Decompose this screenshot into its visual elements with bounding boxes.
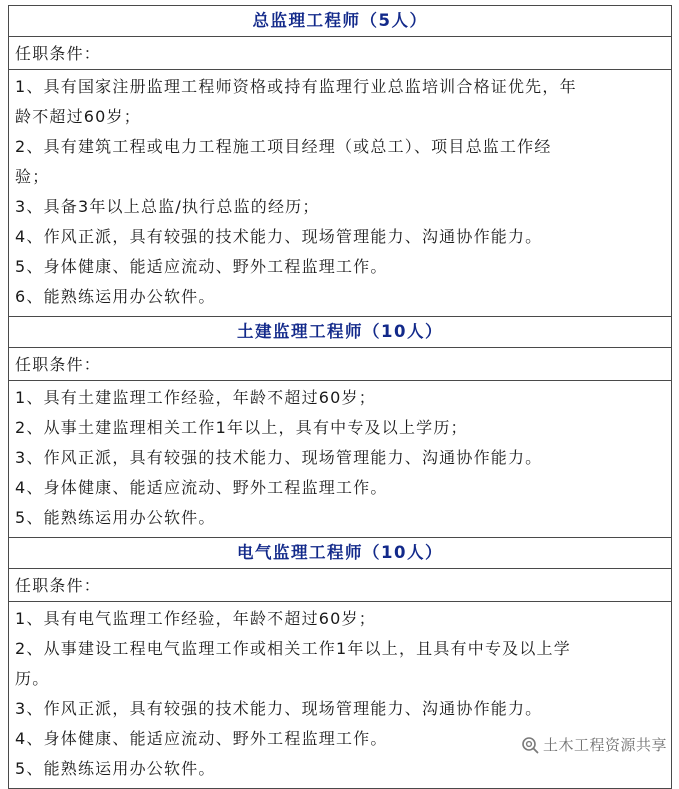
section-body bbox=[9, 348, 671, 538]
section-title: 电气监理工程师（10人） bbox=[9, 538, 671, 569]
requirement-line: 3、具备3年以上总监/执行总监的经历； bbox=[15, 197, 320, 216]
requirement-line: 龄不超过60岁； bbox=[15, 107, 141, 126]
requirement-line: 验； bbox=[15, 167, 50, 186]
requirement-line: 5、能熟练运用办公软件。 bbox=[15, 508, 216, 527]
requirement-line: 4、身体健康、能适应流动、野外工程监理工作。 bbox=[15, 729, 388, 748]
condition-label: 任职条件： bbox=[9, 39, 671, 70]
requirements-table bbox=[8, 5, 672, 789]
requirement-line: 1、具有电气监理工作经验，年龄不超过60岁； bbox=[15, 609, 376, 628]
requirement-line: 4、作风正派，具有较强的技术能力、现场管理能力、沟通协作能力。 bbox=[15, 227, 543, 246]
requirement-line: 5、身体健康、能适应流动、野外工程监理工作。 bbox=[15, 257, 388, 276]
requirement-line: 2、从事土建监理相关工作1年以上，具有中专及以上学历； bbox=[15, 418, 468, 437]
requirement-line: 1、具有土建监理工作经验，年龄不超过60岁； bbox=[15, 388, 376, 407]
watermark bbox=[519, 734, 669, 755]
section-body bbox=[9, 569, 671, 788]
watermark-text: 土木工程资源共享 bbox=[542, 736, 667, 754]
wechat-search-icon bbox=[521, 736, 539, 754]
requirement-line: 1、具有国家注册监理工程师资格或持有监理行业总监培训合格证优先，年 bbox=[15, 77, 577, 96]
condition-label: 任职条件： bbox=[9, 571, 671, 602]
requirement-line: 4、身体健康、能适应流动、野外工程监理工作。 bbox=[15, 478, 388, 497]
requirement-line: 2、从事建设工程电气监理工作或相关工作1年以上，且具有中专及以上学 bbox=[15, 639, 571, 658]
section-title: 土建监理工程师（10人） bbox=[9, 317, 671, 348]
condition-label: 任职条件： bbox=[9, 350, 671, 381]
requirement-line: 6、能熟练运用办公软件。 bbox=[15, 287, 216, 306]
section-title: 总监理工程师（5人） bbox=[9, 6, 671, 37]
requirement-line: 2、具有建筑工程或电力工程施工项目经理（或总工）、项目总监工作经 bbox=[15, 137, 552, 156]
requirement-line: 历。 bbox=[15, 669, 50, 688]
requirement-line: 5、能熟练运用办公软件。 bbox=[15, 759, 216, 778]
requirement-line: 3、作风正派，具有较强的技术能力、现场管理能力、沟通协作能力。 bbox=[15, 699, 543, 718]
requirement-line: 3、作风正派，具有较强的技术能力、现场管理能力、沟通协作能力。 bbox=[15, 448, 543, 467]
section-body bbox=[9, 37, 671, 317]
